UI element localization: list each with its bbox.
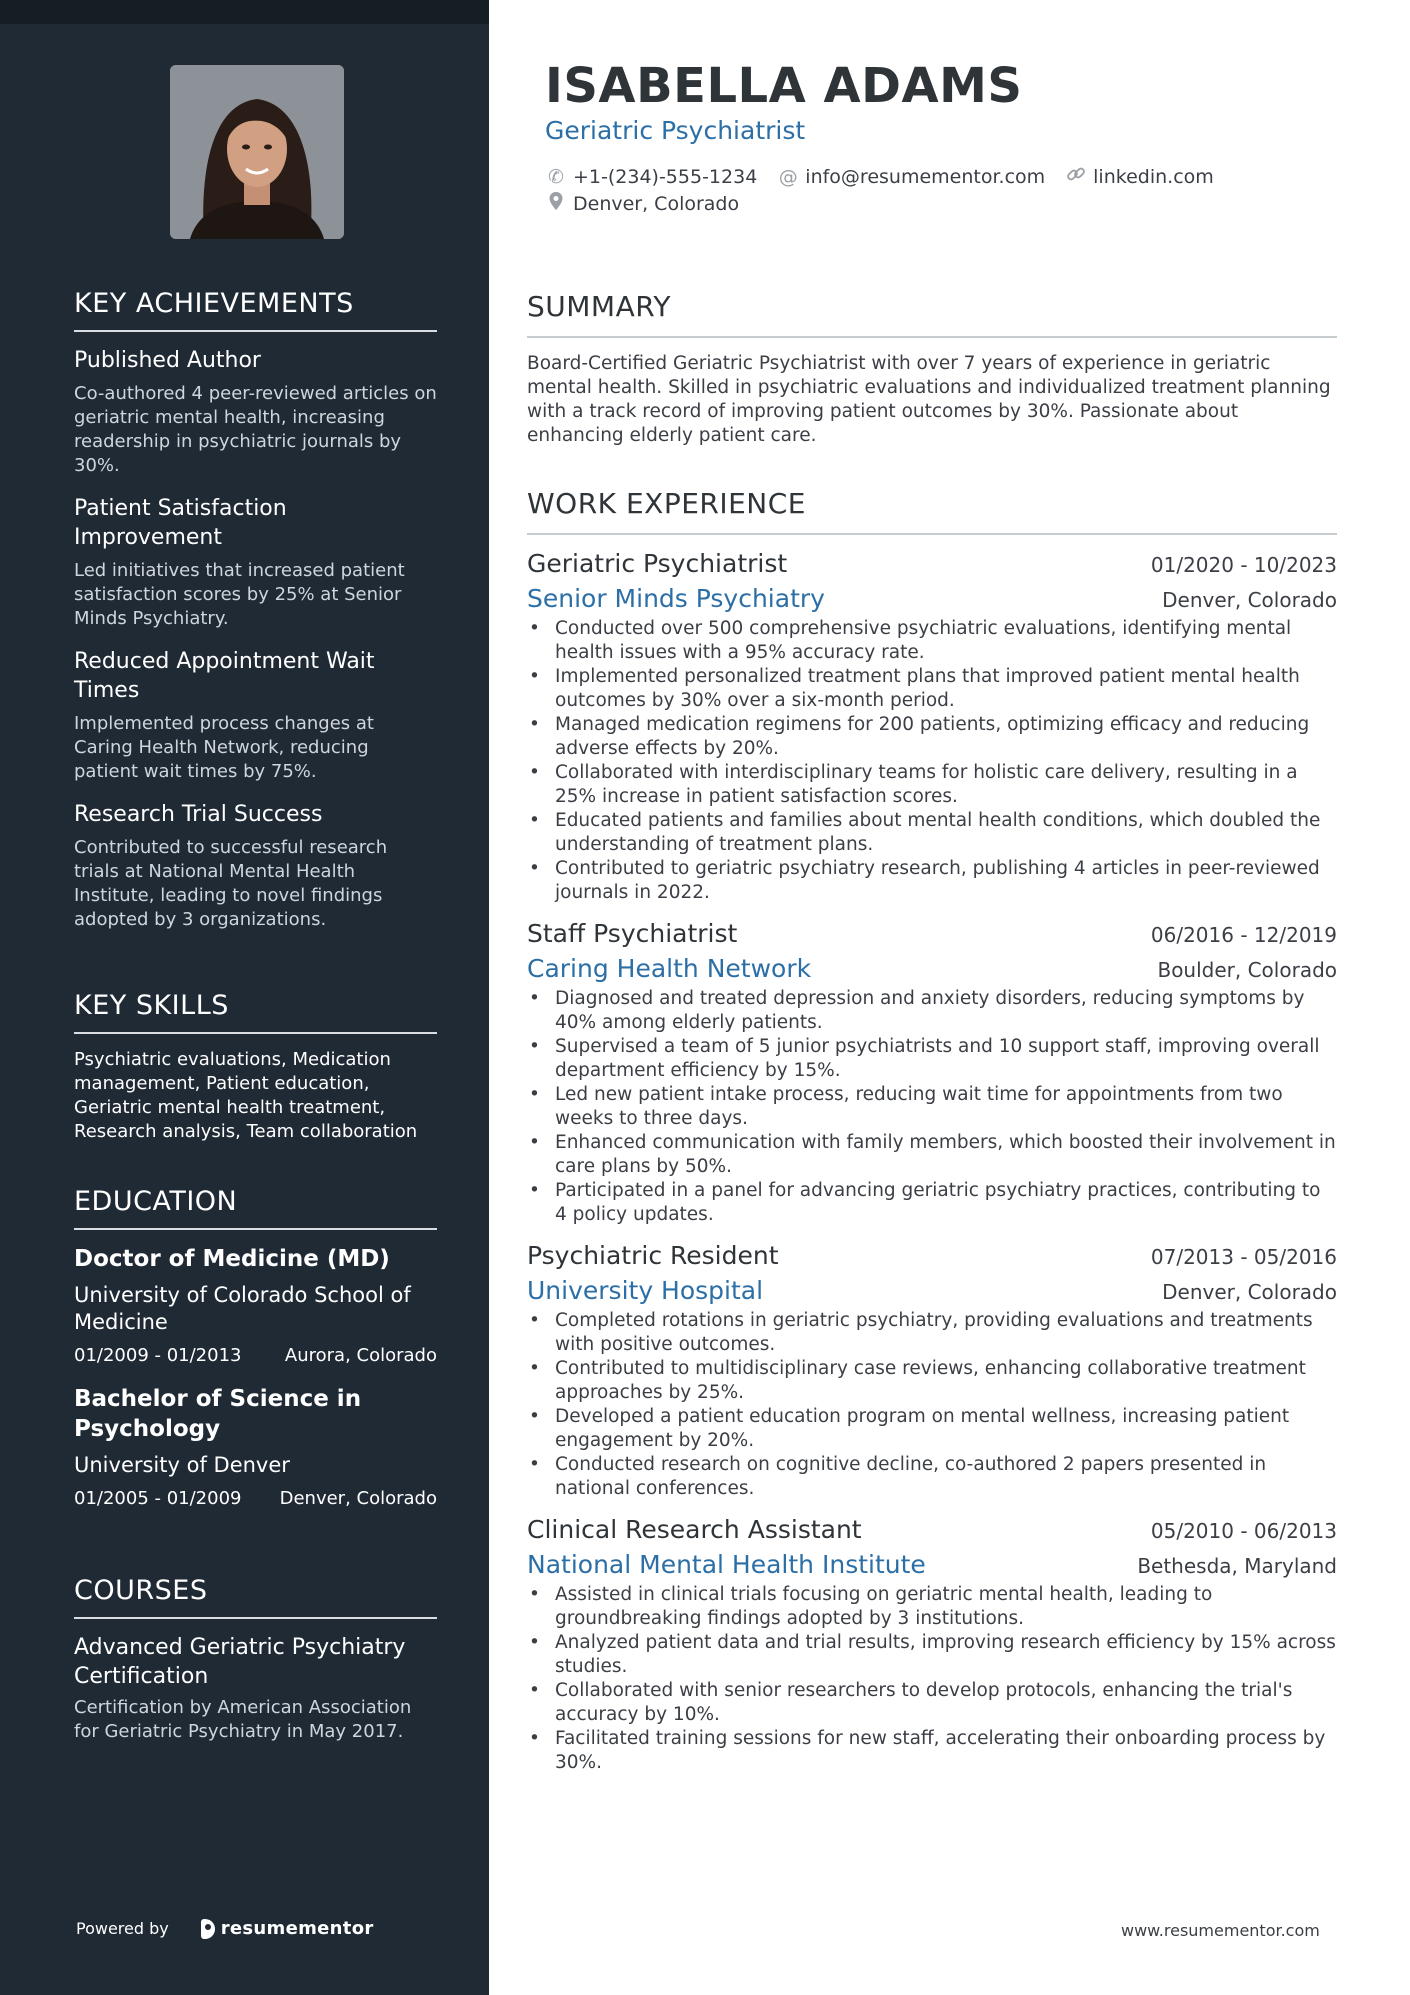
job-subheader — [527, 1550, 1337, 1579]
job-bullet: • Contributed to multidisciplinary case reviews, enhancing collaborative treatment approaches by 25%. — [527, 1357, 1337, 1405]
achievement-desc: Contributed to successful research trials at National Mental Health Institute, leading to novel findings adopted by 3 organizations. — [74, 837, 388, 930]
achievement-title: Research Trial Success — [74, 802, 323, 827]
education-item — [74, 1244, 437, 1368]
job-title: Clinical Research Assistant — [527, 1515, 862, 1544]
powered-by — [76, 1918, 374, 1939]
profile-photo — [170, 65, 344, 239]
job-dates: 06/2016 - 12/2019 — [1150, 923, 1337, 947]
job-title: Psychiatric Resident — [527, 1241, 779, 1270]
education-school: University of Denver — [74, 1453, 290, 1477]
job-entry — [527, 919, 1337, 1227]
achievement-item — [74, 800, 437, 932]
job-bullets — [527, 617, 1337, 905]
footer-url[interactable]: www.resumementor.com — [1121, 1921, 1320, 1940]
map-pin-icon — [545, 191, 567, 216]
job-location: Boulder, Colorado — [1157, 958, 1337, 982]
education-meta — [74, 1487, 437, 1511]
phone-icon: ✆ — [548, 165, 564, 188]
job-bullet: • Conducted over 500 comprehensive psychiatric evaluations, identifying mental health issues with a 95% accuracy rate. — [527, 617, 1337, 665]
achievements-section — [74, 288, 437, 948]
education-location: Aurora, Colorado — [284, 1345, 437, 1366]
job-bullet: • Facilitated training sessions for new staff, accelerating their onboarding process by 30%. — [527, 1727, 1337, 1775]
courses-title: COURSES — [74, 1575, 437, 1619]
job-location: Denver, Colorado — [1162, 1280, 1337, 1304]
email-text: info@resumementor.com — [805, 165, 1046, 188]
job-bullet: • Led new patient intake process, reducing wait time for appointments from two weeks to three days. — [527, 1083, 1337, 1131]
job-bullet: • Collaborated with interdisciplinary teams for holistic care delivery, resulting in a 25% increase in patient satisfaction scores. — [527, 761, 1337, 809]
candidate-name: ISABELLA ADAMS — [545, 58, 1023, 114]
education-degree: Bachelor of Science in Psychology — [74, 1386, 362, 1442]
job-title: Geriatric Psychiatrist — [527, 549, 788, 578]
job-company: University Hospital — [527, 1276, 764, 1305]
job-bullet: • Participated in a panel for advancing geriatric psychiatry practices, contributing to 4 policy updates. — [527, 1179, 1337, 1227]
resumementor-logo[interactable] — [201, 1918, 374, 1939]
job-bullet: • Supervised a team of 5 junior psychiatrists and 10 support staff, improving overall department efficiency by 15%. — [527, 1035, 1337, 1083]
job-title: Staff Psychiatrist — [527, 919, 738, 948]
job-bullet: • Enhanced communication with family members, which boosted their involvement in care plans by 50%. — [527, 1131, 1337, 1179]
achievement-title: Published Author — [74, 348, 261, 373]
job-header — [527, 1515, 1337, 1544]
summary-title: SUMMARY — [527, 290, 1337, 338]
linkedin-text: linkedin.com — [1093, 165, 1214, 188]
job-dates: 05/2010 - 06/2013 — [1150, 1519, 1337, 1543]
job-bullet: • Managed medication regimens for 200 patients, optimizing efficacy and reducing adverse effects by 20%. — [527, 713, 1337, 761]
powered-by-label: Powered by — [76, 1919, 169, 1938]
job-dates: 01/2020 - 10/2023 — [1150, 553, 1337, 577]
job-bullet: • Contributed to geriatric psychiatry research, publishing 4 articles in peer-reviewed journals in 2022. — [527, 857, 1337, 905]
map-pin-icon-svg — [548, 191, 564, 211]
contact-line — [545, 164, 1234, 189]
achievement-desc: Led initiatives that increased patient satisfaction scores by 25% at Senior Minds Psychiatry. — [74, 560, 405, 629]
achievement-title: Reduced Appointment Wait Times — [74, 649, 375, 703]
achievement-desc: Implemented process changes at Caring Health Network, reducing patient wait times by 75%. — [74, 713, 374, 782]
job-subheader — [527, 1276, 1337, 1305]
job-entry — [527, 1515, 1337, 1775]
sidebar — [0, 0, 489, 1995]
location-text: Denver, Colorado — [573, 192, 740, 215]
link-icon — [1065, 164, 1087, 189]
job-header — [527, 919, 1337, 948]
job-bullet: • Analyzed patient data and trial results, improving research efficiency by 15% across studies. — [527, 1631, 1337, 1679]
education-degree: Doctor of Medicine (MD) — [74, 1246, 390, 1272]
job-entry — [527, 549, 1337, 905]
contact-email[interactable] — [777, 166, 1045, 188]
job-subheader — [527, 584, 1337, 613]
job-bullet: • Collaborated with senior researchers to develop protocols, enhancing the trial's accuracy by 10%. — [527, 1679, 1337, 1727]
job-bullets — [527, 1583, 1337, 1775]
education-title: EDUCATION — [74, 1186, 437, 1230]
job-bullet: • Completed rotations in geriatric psychiatry, providing evaluations and treatments with positive outcomes. — [527, 1309, 1337, 1357]
course-title: Advanced Geriatric Psychiatry Certification — [74, 1635, 406, 1689]
phone-text: +1-(234)-555-1234 — [573, 165, 758, 188]
sidebar-top-bar — [0, 0, 489, 24]
link-icon-svg — [1066, 164, 1086, 184]
job-dates: 07/2013 - 05/2016 — [1150, 1245, 1337, 1269]
achievement-title: Patient Satisfaction Improvement — [74, 496, 287, 550]
education-dates: 01/2005 - 01/2009 — [74, 1488, 242, 1509]
skills-section — [74, 990, 437, 1144]
contact-line-2 — [545, 191, 759, 216]
achievements-title: KEY ACHIEVEMENTS — [74, 288, 437, 332]
job-location: Denver, Colorado — [1162, 588, 1337, 612]
achievement-item — [74, 647, 437, 784]
candidate-role: Geriatric Psychiatrist — [545, 116, 806, 145]
job-bullet: • Diagnosed and treated depression and anxiety disorders, reducing symptoms by 40% among elderly patients. — [527, 987, 1337, 1035]
job-subheader — [527, 954, 1337, 983]
job-bullet: • Assisted in clinical trials focusing on geriatric mental health, leading to groundbreaking findings adopted by 3 institutions. — [527, 1583, 1337, 1631]
resumementor-logo-text: resumementor — [220, 1918, 374, 1939]
contact-linkedin[interactable] — [1065, 164, 1214, 189]
job-bullets — [527, 1309, 1337, 1501]
education-meta — [74, 1344, 437, 1368]
contact-location — [545, 191, 739, 216]
education-section — [74, 1186, 437, 1527]
job-bullet: • Conducted research on cognitive decline, co-authored 2 papers presented in national conferences. — [527, 1453, 1337, 1501]
summary-text: Board-Certified Geriatric Psychiatrist with over 7 years of experience in geriatric mental health. Skilled in psychiatric evaluations and individualized treatment planning with a track record of improving patient outcomes by 30%. Passionate about enhancing elderly patient care. — [527, 353, 1331, 446]
education-item — [74, 1384, 437, 1511]
job-company: Senior Minds Psychiatry — [527, 584, 825, 613]
experience-title: WORK EXPERIENCE — [527, 487, 1337, 535]
job-header — [527, 549, 1337, 578]
education-dates: 01/2009 - 01/2013 — [74, 1345, 242, 1366]
job-bullet: • Educated patients and families about mental health conditions, which doubled the understanding of treatment plans. — [527, 809, 1337, 857]
course-desc: Certification by American Association for Geriatric Psychiatry in May 2017. — [74, 1697, 412, 1742]
summary-section — [527, 290, 1337, 448]
education-location: Denver, Colorado — [279, 1488, 437, 1509]
job-bullet: • Developed a patient education program on mental wellness, increasing patient engagement by 20%. — [527, 1405, 1337, 1453]
achievement-desc: Co-authored 4 peer-reviewed articles on geriatric mental health, increasing readership in psychiatric journals by 30%. — [74, 383, 437, 476]
course-item — [74, 1633, 437, 1744]
job-bullets — [527, 987, 1337, 1227]
resumementor-logo-icon — [201, 1919, 215, 1939]
experience-section — [527, 487, 1337, 1789]
job-entry — [527, 1241, 1337, 1501]
profile-photo-illustration — [170, 65, 344, 239]
at-sign-icon: @ — [778, 165, 798, 188]
courses-section — [74, 1575, 437, 1744]
job-header — [527, 1241, 1337, 1270]
achievement-item — [74, 346, 437, 478]
skills-title: KEY SKILLS — [74, 990, 437, 1034]
job-company: National Mental Health Institute — [527, 1550, 926, 1579]
job-bullet: • Implemented personalized treatment plans that improved patient mental health outcomes by 30% over a six-month period. — [527, 665, 1337, 713]
achievement-item — [74, 494, 437, 631]
contact-phone[interactable] — [545, 166, 757, 188]
skills-text: Psychiatric evaluations, Medication management, Patient education, Geriatric mental health treatment, Research analysis, Team collaboration — [74, 1049, 418, 1142]
education-school: University of Colorado School of Medicine — [74, 1283, 411, 1334]
job-company: Caring Health Network — [527, 954, 812, 983]
job-location: Bethesda, Maryland — [1137, 1554, 1337, 1578]
